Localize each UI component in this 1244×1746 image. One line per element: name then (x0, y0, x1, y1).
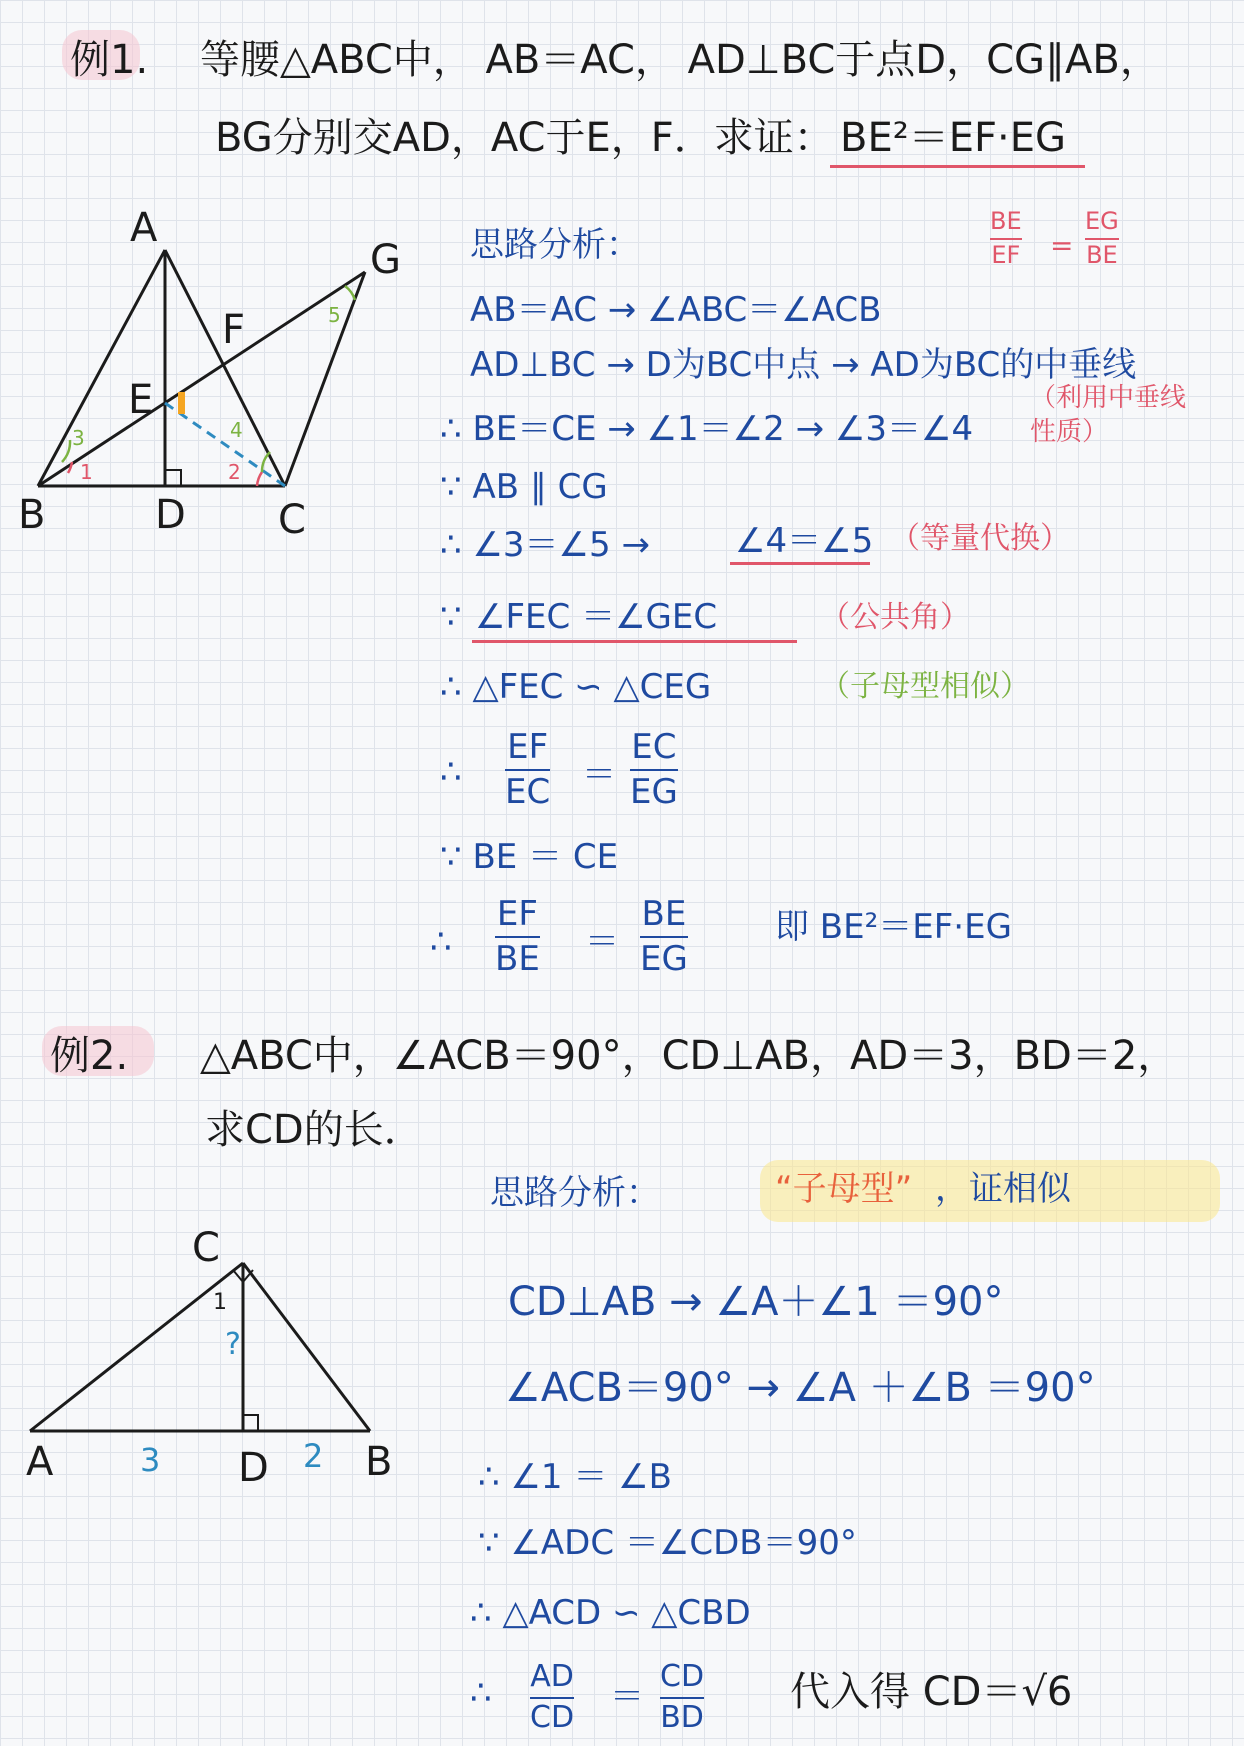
ex1-point-E: E (128, 377, 154, 423)
ex2-step5: ∴ △ACD ∽ △CBD (470, 1593, 751, 1633)
ex2-point-B: B (365, 1439, 393, 1485)
ex2-highlight2: ，证相似 (935, 1169, 1071, 1209)
angle-1-label: 1 (213, 1290, 227, 1315)
ex1-step7-note: （子母型相似） (820, 669, 1030, 704)
ex1-point-A: A (130, 205, 158, 251)
ex2-point-A: A (26, 1439, 54, 1485)
side-BC (243, 1263, 370, 1431)
ex1-analysis-title: 思路分析： (470, 225, 640, 265)
frac-den: EG (630, 772, 678, 813)
frac-num: BE (641, 894, 687, 934)
equals-sign: ＝ (582, 755, 616, 795)
ex2-point-C: C (192, 1225, 220, 1271)
angle-5-label: 5 (328, 303, 341, 327)
ex1-step6-note: （公共角） (820, 600, 970, 635)
side-AC (30, 1263, 243, 1431)
ex1-statement-line1: 等腰△ABC中， AB＝AC， AD⊥BC于点D，CG∥AB， (200, 37, 1160, 83)
ex1-point-C: C (278, 497, 306, 543)
equals-sign: ＝ (610, 1677, 644, 1717)
frac-den: EG (640, 939, 688, 980)
ex1-goal: BE²＝EF·EG (840, 115, 1067, 161)
frac-den: CD (530, 1699, 575, 1735)
frac-num: EC (631, 727, 677, 767)
hint-equals: = (1050, 229, 1074, 262)
unknown-length-mark: ? (225, 1327, 241, 1362)
frac-num: AD (530, 1659, 574, 1694)
length-AD-label: 3 (140, 1441, 161, 1479)
frac-den: EC (505, 772, 551, 813)
frac-den: BE (495, 939, 540, 980)
ex1-statement-line2: BG分别交AD，AC于E，F．求证： (215, 115, 834, 161)
ex1-step7: ∴ △FEC ∽ △CEG (440, 667, 712, 707)
angle-2-label: 2 (228, 460, 241, 484)
ex1-step5a: ∴ ∠3＝∠5 → (440, 525, 650, 565)
frac-den: BD (660, 1699, 704, 1735)
ex1-step2: AD⊥BC → D为BC中点 → AD为BC的中垂线 (470, 345, 1137, 385)
ex2-conclusion: 代入得 CD＝√6 (790, 1669, 1073, 1715)
ex2-step6-prefix: ∴ (470, 1673, 492, 1713)
right-angle-D (243, 1415, 258, 1431)
ex1-conclusion: 即 BE²＝EF·EG (775, 907, 1012, 947)
hint-den-left: EF (991, 240, 1021, 269)
ex2-step3: ∴ ∠1 ＝ ∠B (478, 1457, 672, 1497)
hint-num-left: BE (990, 207, 1022, 235)
ex1-point-B: B (18, 492, 46, 538)
frac-num: EF (496, 894, 538, 934)
ex1-step6b: ∠FEC ＝∠GEC (475, 597, 718, 637)
ex2-highlight: “子母型” (775, 1169, 913, 1209)
ex1-step10-prefix: ∴ (430, 922, 452, 962)
ex1-step8-prefix: ∴ (440, 752, 462, 792)
ex1-point-F: F (222, 307, 246, 353)
ex1-point-D: D (155, 492, 186, 538)
angle-3-label: 3 (72, 426, 85, 450)
ex2-step4: ∵ ∠ADC ＝∠CDB＝90° (478, 1523, 857, 1563)
ex1-step4: ∵ AB ∥ CG (440, 467, 608, 507)
ex1-step9: ∵ BE ＝ CE (440, 837, 619, 877)
ex1-step5b: ∠4＝∠5 (735, 521, 874, 561)
ex1-step5-note: （等量代换） (890, 521, 1070, 556)
ex1-label: 例1. (70, 37, 149, 83)
ex2-statement-line1: △ABC中，∠ACB＝90°，CD⊥AB，AD＝3，BD＝2， (200, 1033, 1178, 1079)
ex1-step2-note: （利用中垂线性质） (1030, 383, 1187, 447)
angle-4-label: 4 (230, 418, 243, 442)
ex2-step1: CD⊥AB → ∠A＋∠1 ＝90° (508, 1279, 1004, 1325)
ex2-point-D: D (238, 1445, 269, 1491)
hint-num-right: EG (1085, 207, 1119, 235)
ex1-step6a: ∵ (440, 597, 462, 637)
angle-1-label: 1 (80, 460, 93, 484)
ex1-step3: ∴ BE＝CE → ∠1＝∠2 → ∠3＝∠4 (440, 409, 974, 449)
frac-num: CD (660, 1659, 705, 1694)
ex2-analysis-title: 思路分析： (490, 1173, 660, 1213)
hint-den-right: BE (1086, 240, 1118, 269)
ex2-label: 例2. (50, 1033, 129, 1079)
ex2-step2: ∠ACB＝90° → ∠A ＋∠B ＝90° (505, 1365, 1096, 1411)
length-BD-label: 2 (303, 1437, 324, 1475)
frac-num: EF (507, 727, 549, 767)
equals-sign: ＝ (585, 922, 619, 962)
ex1-point-G: G (370, 237, 401, 283)
ex2-statement-line2: 求CD的长． (205, 1107, 424, 1153)
ex1-step1: AB＝AC → ∠ABC＝∠ACB (470, 290, 882, 330)
